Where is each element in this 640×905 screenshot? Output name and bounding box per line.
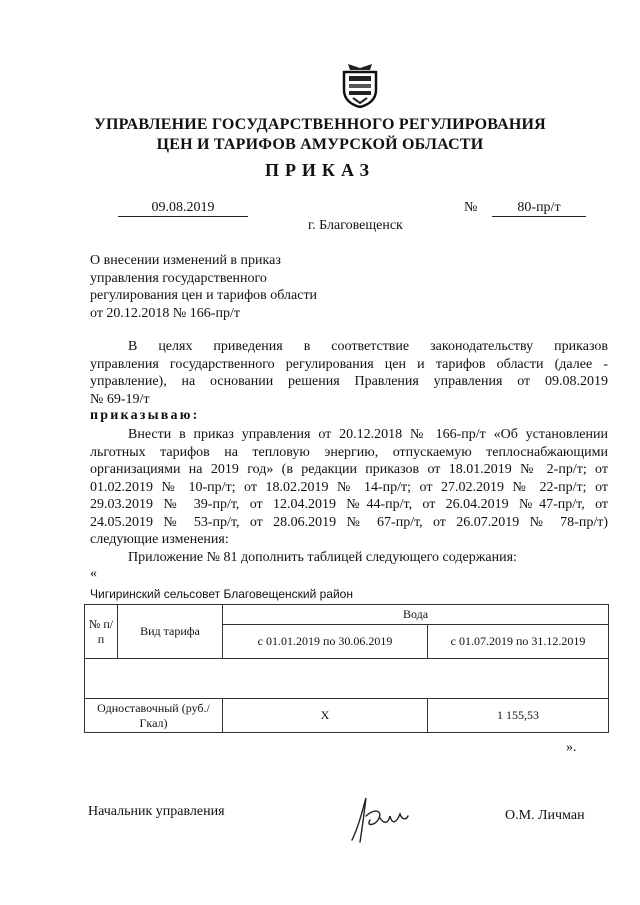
preamble-paragraph — [90, 338, 608, 408]
order-subject — [90, 252, 317, 322]
subject-line: управления государственного — [90, 270, 267, 286]
value-period2: 1 155,53 — [428, 699, 609, 733]
row-label: Одноставочный (руб./Гкал) — [85, 699, 223, 733]
col-type-header: Вид тарифа — [118, 605, 223, 659]
signatory-name: О.М. Личман — [505, 808, 585, 823]
body-line: Внести в приказ управления от 20.12.2018 № 166-пр/т «Об установлении — [128, 427, 608, 442]
preamble-line: № 69-19/т — [90, 391, 150, 407]
coat-of-arms-icon — [340, 62, 380, 108]
number-sign: № — [464, 200, 478, 215]
body-line: следующие изменения: — [90, 532, 229, 547]
org-name-line1: УПРАВЛЕНИЕ ГОСУДАРСТВЕННОГО РЕГУЛИРОВАНИЯ — [94, 116, 546, 133]
body-line: 01.02.2019 № 10-пр/т; от 18.02.2019 № 14-пр/т; от 27.02.2019 № 22-пр/т; от — [90, 479, 608, 495]
appendix-paragraph — [90, 549, 608, 567]
col-num-header: № п/п — [85, 605, 118, 659]
orders-word: приказываю: — [90, 408, 200, 423]
subject-line: от 20.12.2018 № 166-пр/т — [90, 305, 240, 321]
col-group-header: Вода — [223, 605, 609, 625]
tariff-table — [84, 604, 609, 733]
body-paragraph — [90, 426, 608, 549]
subject-line: регулирования цен и тарифов области — [90, 288, 318, 303]
doc-type-title: ПРИКАЗ — [264, 160, 376, 180]
order-number: 80-пр/т — [492, 200, 586, 217]
quote-close: ». — [566, 740, 577, 755]
value-period1: Х — [223, 699, 428, 733]
signatory-position: Начальник управления — [88, 804, 225, 819]
body-line: 24.05.2019 № 53-пр/т, от 28.06.2019 № 67-пр/т, от 26.07.2019 № 78-пр/т) — [90, 514, 608, 530]
body-line: организациями на 2019 год» (в редакции приказов от 18.01.2019 № 2-пр/т; от — [90, 462, 608, 477]
org-name-line2: ЦЕН И ТАРИФОВ АМУРСКОЙ ОБЛАСТИ — [156, 136, 484, 153]
subject-line: О внесении изменений в приказ — [90, 253, 281, 268]
preamble-line: В целях приведения в соответствие законодательству приказов — [128, 339, 608, 354]
quote-open: « — [90, 566, 97, 581]
table-caption: Чигиринский сельсовет Благовещенский район — [90, 587, 353, 601]
preamble-line: управления государственного регулирования цен и тарифов области (далее - — [90, 356, 608, 372]
appendix-line: Приложение № 81 дополнить таблицей следующего содержания: — [128, 550, 517, 565]
city: г. Благовещенск — [308, 218, 403, 233]
empty-row — [85, 659, 609, 699]
handwritten-signature — [344, 790, 414, 846]
preamble-line: управление), на основании решения Правления управления от 09.08.2019 — [90, 374, 608, 389]
order-date: 09.08.2019 — [118, 200, 248, 217]
period2-header: с 01.07.2019 по 31.12.2019 — [428, 625, 609, 659]
body-line: льготных тарифов на тепловую энергию, отпускаемую теплоснабжающими — [90, 444, 608, 460]
body-line: 29.03.2019 № 39-пр/т, от 12.04.2019 №44-пр/т, от 26.04.2019 №47-пр/т, от — [90, 497, 608, 512]
period1-header: с 01.01.2019 по 30.06.2019 — [223, 625, 428, 659]
